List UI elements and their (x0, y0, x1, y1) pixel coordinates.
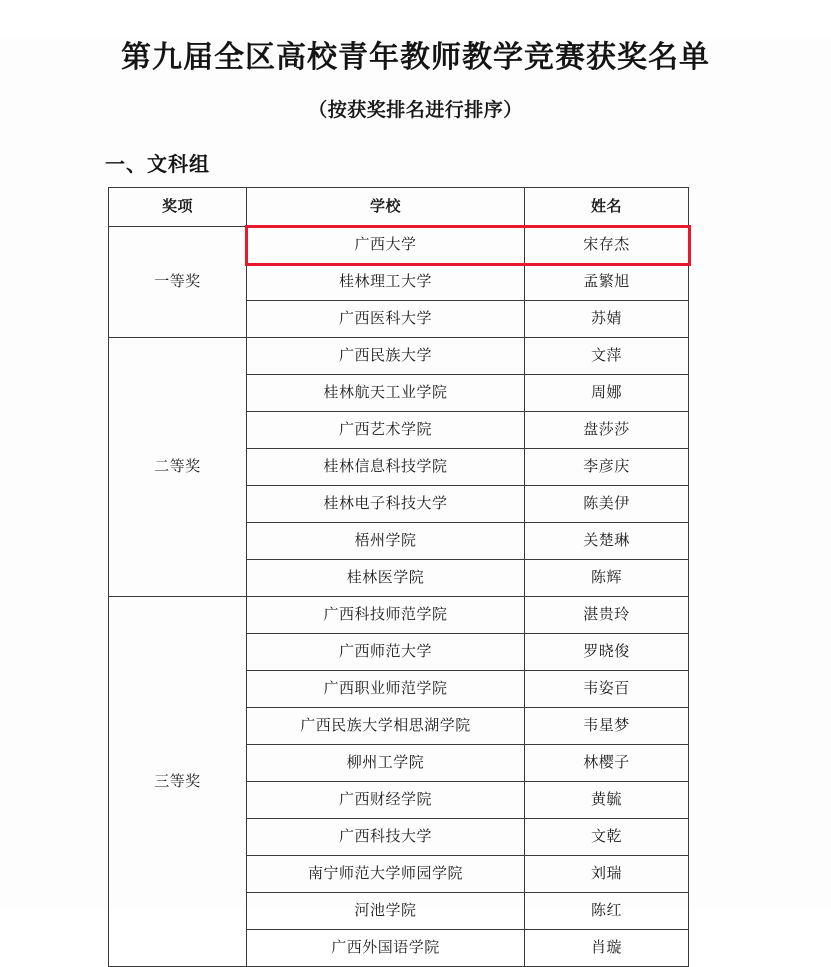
table-body (109, 227, 689, 967)
award-group-label: 一等奖 (109, 227, 247, 338)
cell-name: 周娜 (525, 375, 689, 412)
cell-name: 黄毓 (525, 782, 689, 819)
cell-school: 广西财经学院 (247, 782, 525, 819)
cell-school: 桂林理工大学 (247, 264, 525, 301)
cell-school: 广西职业师范学院 (247, 671, 525, 708)
cell-name: 宋存杰 (525, 227, 689, 264)
cell-name: 文萍 (525, 338, 689, 375)
document-page (0, 38, 831, 956)
cell-name: 盘莎莎 (525, 412, 689, 449)
page-subtitle: （按获奖排名进行排序） (308, 100, 523, 121)
cell-name: 苏婧 (525, 301, 689, 338)
cell-name: 林樱子 (525, 745, 689, 782)
cell-school: 广西大学 (247, 227, 525, 264)
cell-school: 南宁师范大学师园学院 (247, 856, 525, 893)
cell-school: 河池学院 (247, 893, 525, 930)
cell-school: 广西师范大学 (247, 634, 525, 671)
cell-school: 广西民族大学 (247, 338, 525, 375)
cell-school: 柳州工学院 (247, 745, 525, 782)
cell-school: 广西外国语学院 (247, 930, 525, 967)
cell-school: 桂林医学院 (247, 560, 525, 597)
cell-name: 关楚琳 (525, 523, 689, 560)
cell-school: 桂林电子科技大学 (247, 486, 525, 523)
award-group-label: 三等奖 (109, 597, 247, 967)
cell-school: 广西艺术学院 (247, 412, 525, 449)
cell-school: 桂林信息科技学院 (247, 449, 525, 486)
cell-school: 广西民族大学相思湖学院 (247, 708, 525, 745)
cell-name: 韦星梦 (525, 708, 689, 745)
table-header-row (109, 188, 689, 227)
table-row (109, 227, 689, 264)
cell-name: 肖璇 (525, 930, 689, 967)
cell-name: 文乾 (525, 819, 689, 856)
cell-school: 桂林航天工业学院 (247, 375, 525, 412)
table-row (109, 338, 689, 375)
cell-name: 孟繁旭 (525, 264, 689, 301)
column-header-school: 学校 (247, 188, 525, 227)
award-group-label: 二等奖 (109, 338, 247, 597)
column-header-award: 奖项 (109, 188, 247, 227)
cell-name: 韦姿百 (525, 671, 689, 708)
page-title: 第九届全区高校青年教师教学竞赛获奖名单 (121, 41, 710, 74)
cell-name: 陈红 (525, 893, 689, 930)
section-heading: 一、文科组 (105, 154, 210, 176)
cell-name: 刘瑞 (525, 856, 689, 893)
cell-name: 陈美伊 (525, 486, 689, 523)
cell-name: 李彦庆 (525, 449, 689, 486)
column-header-name: 姓名 (525, 188, 689, 227)
cell-name: 陈辉 (525, 560, 689, 597)
table-header (109, 188, 689, 227)
cell-school: 广西科技大学 (247, 819, 525, 856)
cell-name: 湛贵玲 (525, 597, 689, 634)
cell-school: 广西医科大学 (247, 301, 525, 338)
award-table (108, 187, 689, 967)
table-row (109, 597, 689, 634)
cell-name: 罗晓俊 (525, 634, 689, 671)
cell-school: 梧州学院 (247, 523, 525, 560)
table-container (0, 187, 831, 967)
cell-school: 广西科技师范学院 (247, 597, 525, 634)
